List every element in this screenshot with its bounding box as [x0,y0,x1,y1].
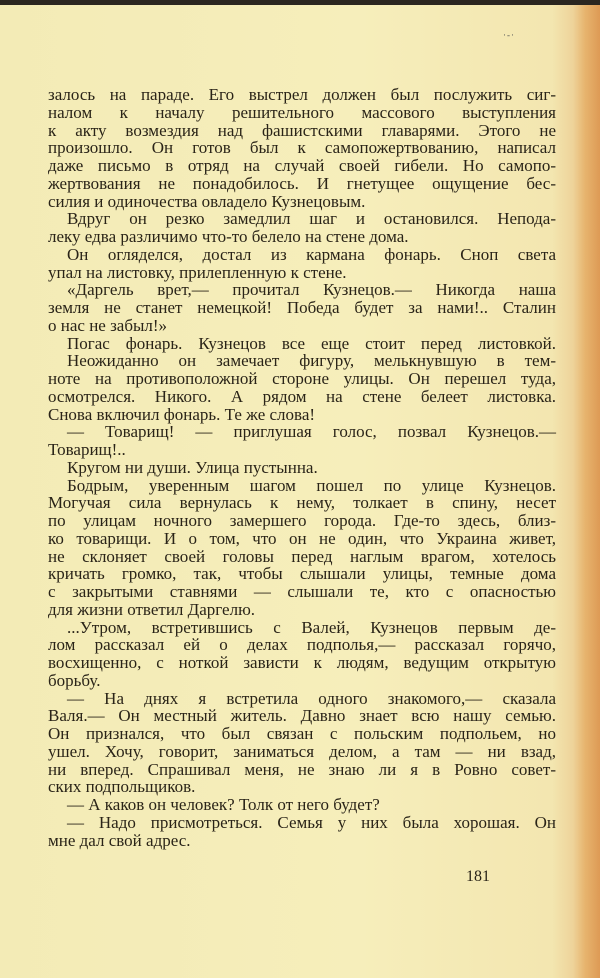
text-line: по улицам ночного замершего города. Где-то здесь, близ- [48,511,556,530]
text-line: — А каков он человек? Толк от него будет? [67,795,380,814]
text-line: упал на листовку, прилепленную к стене. [48,262,347,282]
text-line: для жизни ответил Даргелю. [48,599,256,619]
text-line: ...Утром, встретившись с Валей, Кузнецов первым де- [67,617,556,637]
text-line: мне дал свой адрес. [48,830,191,850]
text-line: — На днях я встретила одного знакомого,— сказала [67,688,556,708]
page-body-text [48,86,556,849]
scan-top-edge [0,0,600,5]
text-line: Неожиданно он замечает фигуру, мелькнувшую в тем- [67,351,556,371]
text-line: жертвования не понадобилось. И гнетущее ощущение бес- [48,173,556,193]
text-line: Вдруг он резко замедлил шаг и остановился. Непода- [67,209,556,229]
text-line: Погас фонарь. Кузнецов все еще стоит перед листовкой. [67,333,556,353]
text-line: Могучая сила вернулась к нему, толкает в спину, несет [48,493,556,513]
text-line: ских подпольщиков. [48,777,196,797]
text-line: Он огляделся, достал из кармана фонарь. Сноп света [67,244,556,264]
text-line: ушел. Хочу, говорит, заниматься делом, а там — ни взад, [48,741,556,761]
text-line: не склоняет своей головы перед наглым врагом, хотелось [48,546,556,566]
text-line: «Даргель врет,— прочитал Кузнецов.— Никогда наша [67,280,556,300]
text-line: произошло. Он готов был к самопожертвованию, написал [48,138,556,158]
text-line: Товарищ!.. [48,440,126,459]
text-line: силия и одиночества овладело Кузнецовым. [48,191,366,211]
text-line: — Товарищ! — приглушая голос, позвал Кузнецов.— [67,422,556,442]
text-line: осмотрелся. Никого. А рядом на стене белеет листовка. [48,386,556,406]
text-line: Бодрым, уверенным шагом пошел по улице Кузнецов. [67,475,556,495]
text-line: ко товарищи. И о том, что он не один, что Украина живет, [48,528,556,548]
text-line: земля не станет немецкой! Победа будет за нами!.. Сталин [48,298,556,317]
text-line: даже письмо в отряд на случай своей гибели. Но самопо- [48,156,556,175]
text-line: — Надо присмотреться. Семья у них была хорошая. Он [67,812,556,832]
page-number: 181 [466,868,490,885]
text-line: ни вперед. Спрашивал меня, не знаю ли я в Ровно совет- [48,759,556,779]
text-line: восхищенно, с ноткой зависти к людям, ведущим открытую [48,653,556,672]
text-line: борьбу. [48,670,101,690]
text-line: залось на параде. Его выстрел должен был послужить сиг- [48,85,556,104]
text-line: с закрытыми ставнями — слышали те, кто с опасностью [48,582,556,601]
text-line: налом к началу решительного массового выступления [48,102,556,122]
text-line: к акту возмездия над фашистскими главарями. Этого не [48,120,556,140]
text-line: Кругом ни души. Улица пустынна. [67,457,318,477]
text-line: кричать громко, так, чтобы слышали улицы, темные дома [48,564,556,584]
header-mark: ·-· [503,30,515,40]
text-line: о нас не забыл!» [48,315,168,335]
text-line: лом рассказал ей о делах подполья,— рассказал горячо, [48,635,556,655]
text-line: ноте на противоположной стороне улицы. Он перешел туда, [48,369,556,388]
text-line: Валя.— Он местный житель. Давно знает всю нашу семью. [48,706,556,726]
text-line: леку едва различимо что-то белело на стене дома. [48,227,409,246]
text-line: Он признался, что был связан с польским подпольем, но [48,724,556,743]
text-line: Снова включил фонарь. Те же слова! [48,404,316,424]
